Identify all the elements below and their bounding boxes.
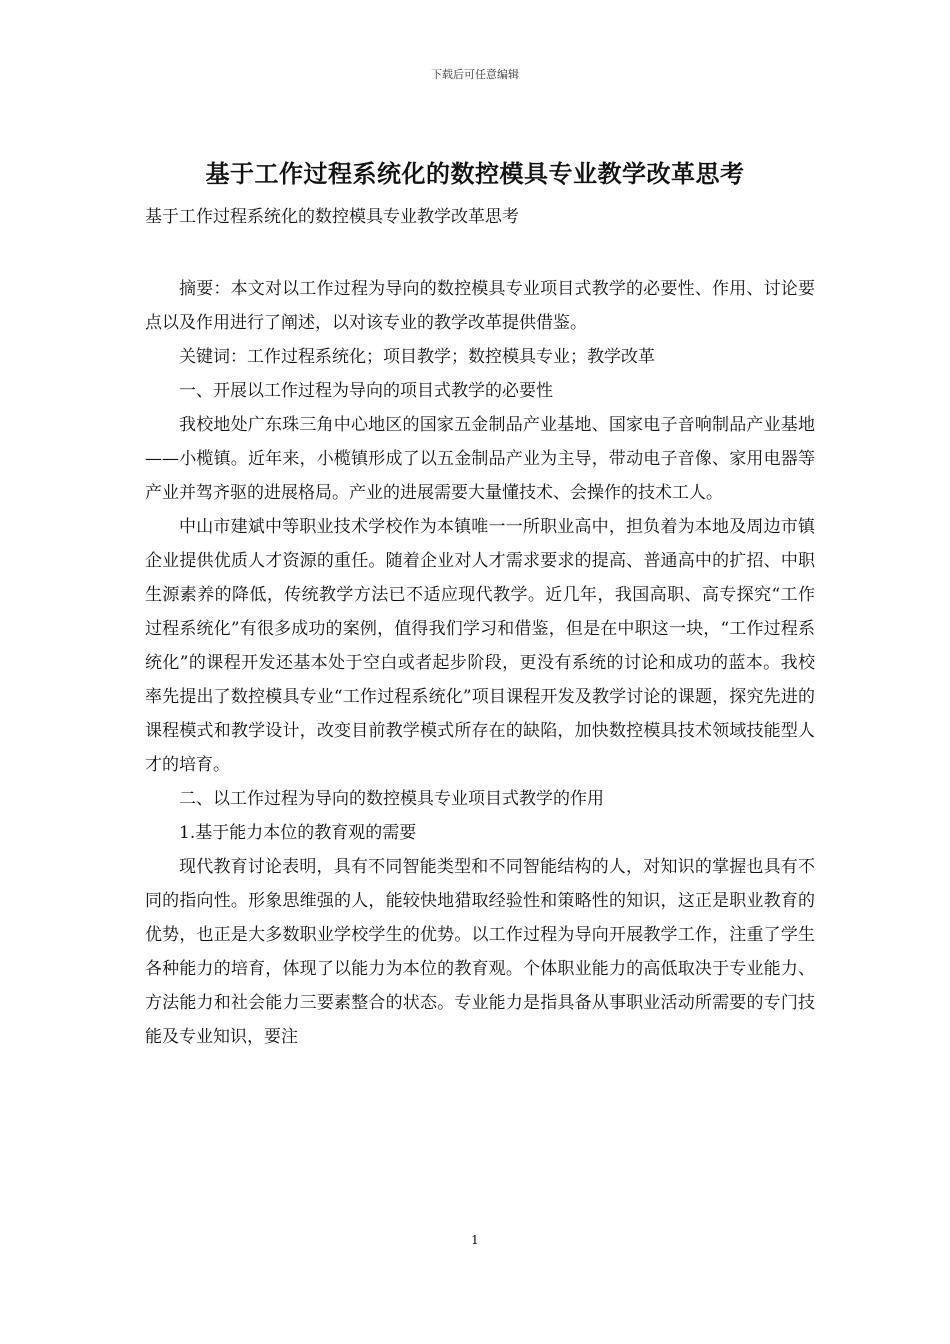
section-heading-1: 一、开展以工作过程为导向的项目式教学的必要性 [179,381,553,401]
page-number: 1 [471,1233,479,1247]
document-subtitle: 基于工作过程系统化的数控模具专业教学改革思考 [145,207,519,227]
body-paragraph: 现代教育讨论表明，具有不同智能类型和不同智能结构的人，对知识的掌握也具有不同的指向性。形象思维强的人，能较快地猎取经验性和策略性的知识，这正是职业教育的优势，也正是大多数职业学校学生的优势。以工作过程为导向开展教学工作，注重了学生各种能力的培育，体现了以能力为本位的教育观。个体职业能力的高低取决于专业能力、方法能力和社会能力三要素整合的状态。专业能力是指具备从事职业活动所需要的专门技能及专业知识，要注 [145,857,815,1047]
section-heading-2: 二、以工作过程为导向的数控模具专业项目式教学的作用 [179,789,604,809]
page-header-note: 下载后可任意编辑 [431,68,519,81]
keywords-paragraph: 关键词：工作过程系统化；项目教学；数控模具专业；教学改革 [179,347,655,367]
document-body [145,272,815,1054]
body-paragraph: 中山市建斌中等职业技术学校作为本镇唯一一所职业高中，担负着为本地及周边市镇企业提供优质人才资源的重任。随着企业对人才需求要求的提高、普通高中的扩招、中职生源素养的降低，传统教学方法已不适应现代教学。近几年，我国高职、高专探究“工作过程系统化”有很多成功的案例，值得我们学习和借鉴，但是在中职这一块，“工作过程系统化”的课程开发还基本处于空白或者起步阶段，更没有系统的讨论和成功的蓝本。我校率先提出了数控模具专业“工作过程系统化”项目课程开发及教学讨论的课题，探究先进的课程模式和教学设计，改变目前教学模式所存在的缺陷，加快数控模具技术领域技能型人才的培育。 [145,517,815,775]
body-paragraph: 我校地处广东珠三角中心地区的国家五金制品产业基地、国家电子音响制品产业基地——小榄镇。近年来，小榄镇形成了以五金制品产业为主导，带动电子音像、家用电器等产业并驾齐驱的进展格局。产业的进展需要大量懂技术、会操作的技术工人。 [145,415,815,503]
abstract-paragraph: 摘要：本文对以工作过程为导向的数控模具专业项目式教学的必要性、作用、讨论要点以及作用进行了阐述，以对该专业的教学改革提供借鉴。 [145,279,815,333]
subsection-heading-1: 1.基于能力本位的教育观的需要 [179,823,417,843]
document-title: 基于工作过程系统化的数控模具专业教学改革思考 [205,159,745,188]
